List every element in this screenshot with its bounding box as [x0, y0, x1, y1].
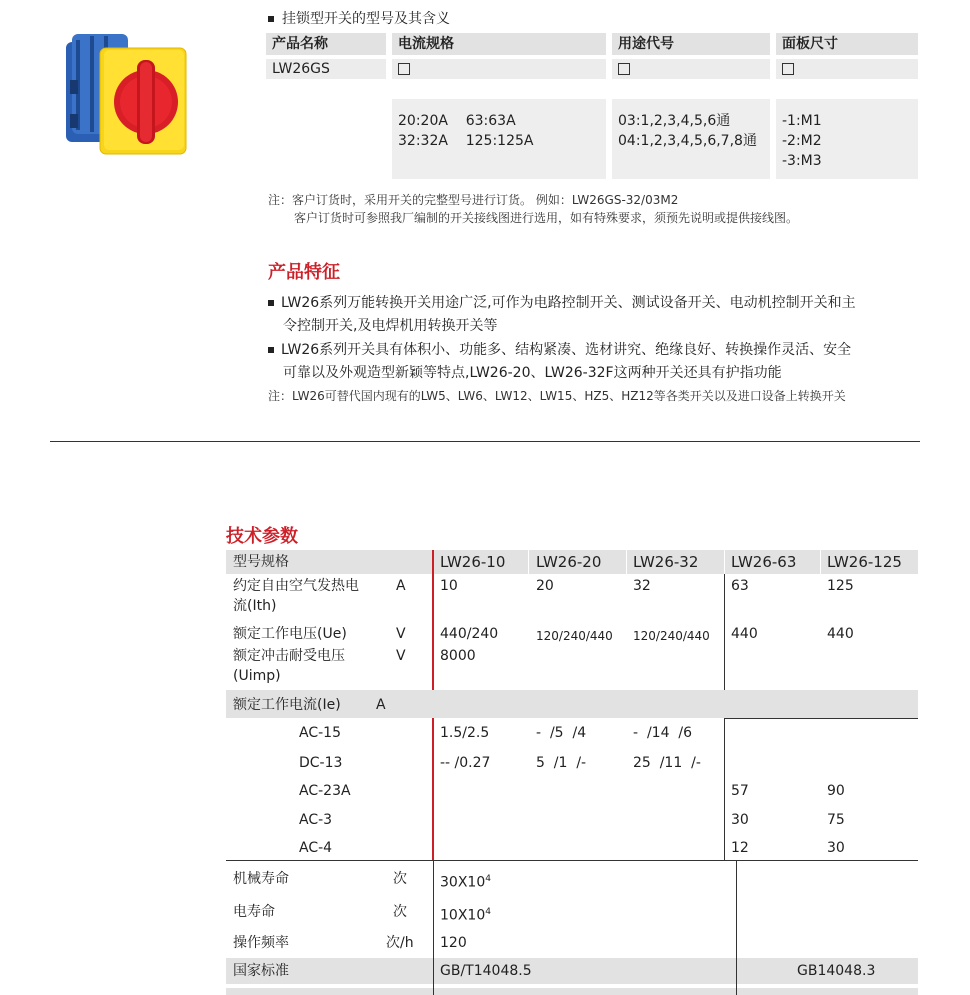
header-label: 型号规格	[233, 554, 289, 570]
model-heading: 挂锁型开关的型号及其含义	[268, 8, 450, 28]
ith-label: 约定自由空气发热电	[233, 578, 359, 594]
section-divider	[50, 441, 920, 442]
usage-code-options: 03:1,2,3,4,5,6通 04:1,2,3,4,5,6,7,8通	[612, 99, 770, 179]
dc13-value: 5 /1 /-	[536, 755, 587, 771]
freq-value: 120	[440, 935, 467, 951]
ac4-label: AC-4	[299, 840, 333, 856]
model-header: LW26-20	[536, 553, 602, 571]
bullet-icon	[268, 16, 274, 22]
uimp-label-cont: (Uimp)	[233, 668, 281, 684]
column-divider	[724, 574, 725, 690]
bullet-icon	[268, 300, 274, 306]
ith-value: 10	[440, 578, 458, 594]
model-header: LW26-63	[731, 553, 797, 571]
ac3-value: 30	[731, 812, 749, 828]
ue-value: 440	[827, 626, 854, 642]
feature-item: LW26系列开关具有体积小、功能多、结构紧凑、选材讲究、绝缘良好、转换操作灵活、安全 可靠以及外观造型新颖等特点,LW26-20、LW26-32F这两种开关还具有护指功能	[268, 339, 928, 385]
ue-value: 440	[731, 626, 758, 642]
red-column-divider	[432, 718, 434, 860]
uimp-label: 额定冲击耐受电压	[233, 648, 345, 664]
mech-life-value: $30X10^4$	[440, 874, 491, 891]
ue-unit: V	[396, 626, 406, 642]
ith-value: 32	[633, 578, 651, 594]
column-divider	[724, 718, 725, 860]
col-header-panel-size: 面板尺寸	[776, 33, 918, 55]
ac4-value: 12	[731, 840, 749, 856]
ith-label-cont: 流(Ith)	[233, 598, 277, 614]
dc13-value: 25 /11 /-	[633, 755, 701, 771]
ac15-value: 1.5/2.5	[440, 725, 490, 741]
std-value: GB14048.3	[797, 963, 876, 979]
ue-label: 额定工作电压(Ue)	[233, 626, 347, 642]
order-note-line1: 注：客户订货时，采用开关的完整型号进行订货。 例如：LW26GS-32/03M2	[268, 193, 679, 207]
ac15-value: - /14 /6	[633, 725, 693, 741]
current-spec-placeholder	[392, 59, 606, 79]
col-header-usage-code: 用途代号	[612, 33, 770, 55]
ac23-value: 57	[731, 783, 749, 799]
dc13-label: DC-13	[299, 755, 343, 771]
ie-label: 额定工作电流(Ie)	[233, 697, 341, 713]
model-header: LW26-10	[440, 553, 506, 571]
std-label: 国家标准	[233, 963, 289, 979]
empty-box-icon	[782, 63, 794, 75]
column-divider	[724, 550, 725, 574]
ith-unit: A	[396, 578, 406, 594]
ac15-value: - /5 /4	[536, 725, 587, 741]
dc13-value: -- /0.27	[440, 755, 491, 771]
ac23-label: AC-23A	[299, 783, 351, 799]
current-spec-options: 20:20A 63:63A 32:32A 125:125A	[392, 99, 606, 179]
mech-life-label: 机械寿命	[233, 871, 289, 887]
column-divider	[433, 860, 434, 995]
tech-params-title: 技术参数	[226, 526, 298, 547]
feature-item: LW26系列万能转换开关用途广泛,可作为电路控制开关、测试设备开关、电动机控制开关和主 令控制开关,及电焊机用转换开关等	[268, 292, 928, 338]
model-header: LW26-125	[827, 553, 902, 571]
column-divider	[528, 550, 529, 574]
elec-life-unit: 次	[393, 904, 407, 920]
column-divider	[820, 550, 821, 574]
empty-box-icon	[398, 63, 410, 75]
col-header-product-name: 产品名称	[266, 33, 386, 55]
ie-unit: A	[376, 697, 386, 713]
ac3-label: AC-3	[299, 812, 333, 828]
ac23-value: 90	[827, 783, 845, 799]
std-value: GB/T14048.5	[440, 963, 532, 979]
usage-code-placeholder	[612, 59, 770, 79]
ue-value: 440/240	[440, 626, 499, 642]
column-divider	[626, 550, 627, 574]
elec-life-label: 电寿命	[233, 904, 275, 920]
col-header-current-spec: 电流规格	[392, 33, 606, 55]
ac4-value: 30	[827, 840, 845, 856]
red-column-divider	[432, 550, 434, 690]
product-name-value: LW26GS	[266, 59, 386, 79]
panel-size-placeholder	[776, 59, 918, 79]
uimp-unit: V	[396, 648, 406, 664]
uimp-value: 8000	[440, 648, 476, 664]
mech-life-unit: 次	[393, 871, 407, 887]
row-divider	[226, 860, 918, 861]
ith-value: 125	[827, 578, 854, 594]
row-divider	[724, 718, 918, 719]
ue-value: 120/240/440	[536, 629, 613, 643]
ac15-label: AC-15	[299, 725, 341, 741]
bullet-icon	[268, 347, 274, 353]
ith-value: 20	[536, 578, 554, 594]
ue-value: 120/240/440	[633, 629, 710, 643]
panel-size-options: -1:M1 -2:M2 -3:M3	[776, 99, 918, 179]
elec-life-value: $10X10^4$	[440, 907, 491, 924]
empty-box-icon	[618, 63, 630, 75]
model-header: LW26-32	[633, 553, 699, 571]
freq-label: 操作频率	[233, 935, 289, 951]
freq-unit: 次/h	[386, 935, 414, 951]
next-row-band	[226, 988, 918, 995]
ac3-value: 75	[827, 812, 845, 828]
ith-value: 63	[731, 578, 749, 594]
column-divider	[736, 860, 737, 995]
features-title: 产品特征	[268, 262, 340, 283]
rotary-switch-product-image	[62, 20, 202, 160]
features-note: 注：LW26可替代国内现有的LW5、LW6、LW12、LW15、HZ5、HZ12等各类开关以及进口设备上转换开关	[268, 389, 846, 403]
order-note-line2: 客户订货时可参照我厂编制的开关接线图进行选用，如有特殊要求，须预先说明或提供接线图。	[294, 211, 799, 225]
